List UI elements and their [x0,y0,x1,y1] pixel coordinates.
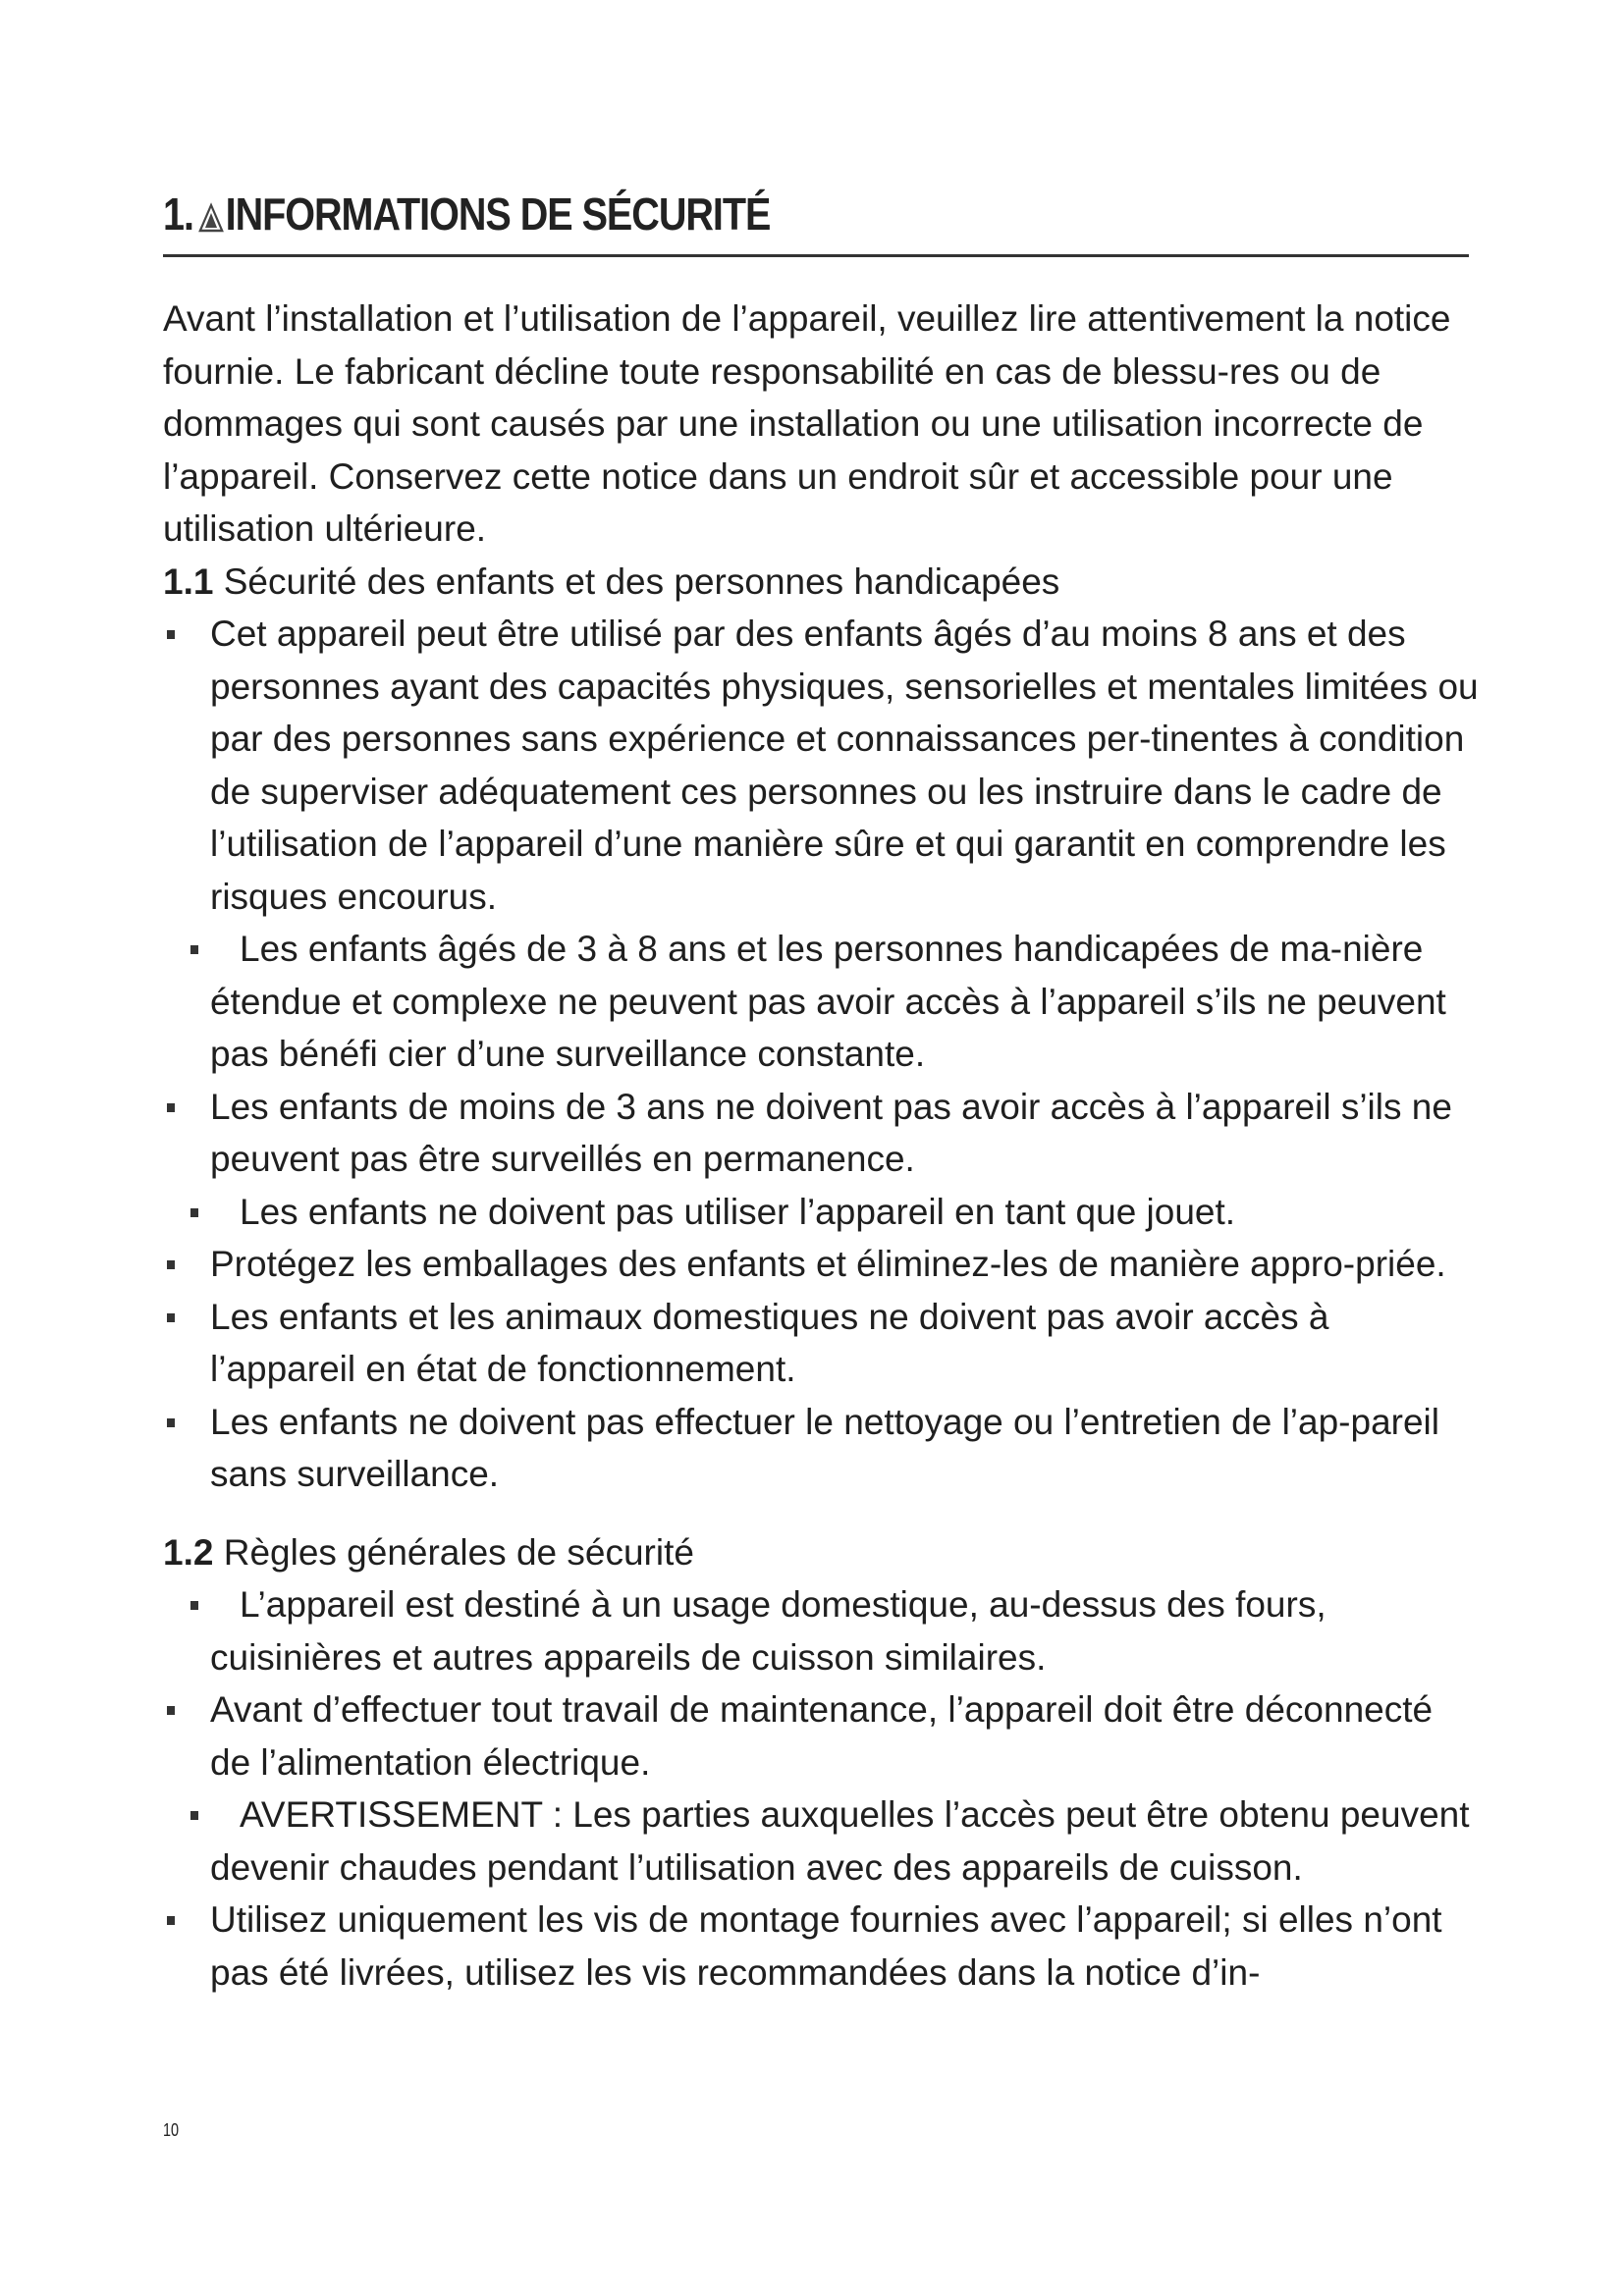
bullet-icon [190,1601,198,1610]
list-item: L’appareil est destiné à un usage domestique, au-dessus des fours, cuisinières et autres appareils de cuisson similaires. [163,1578,1479,1683]
bullet-icon [167,1418,175,1427]
subsection-heading [163,1526,1479,1579]
subsection-number: 1.2 [163,1531,214,1573]
bullet-icon [190,1811,198,1820]
bullet-icon [167,1706,175,1715]
list-item: Les enfants de moins de 3 ans ne doivent pas avoir accès à l’appareil s’ils ne peuvent pas être surveillés en permanence. [163,1081,1479,1186]
subsection-title: Règles générales de sécurité [223,1531,694,1573]
bullet-icon [167,630,175,639]
list-item: Utilisez uniquement les vis de montage fournies avec l’appareil; si elles n’ont pas été livrées, utilisez les vis recommandées dans la notice d’in- [163,1894,1479,1999]
bullet-icon [190,1208,198,1217]
title-divider [163,254,1469,257]
document-body [163,293,1479,1999]
intro-paragraph: Avant l’installation et l’utilisation de l’appareil, veuillez lire attentivement la notice fournie. Le fabricant décline toute responsabilité en cas de blessu-res ou de dommages qui sont causés par une installation ou une utilisation incorrecte de l’appareil. Conservez cette notice dans un endroit sûr et accessible pour une utilisation ultérieure. [163,298,1451,549]
bullet-icon [167,1260,175,1269]
list-item: Avant d’effectuer tout travail de maintenance, l’appareil doit être déconnecté de l’alimentation électrique. [163,1683,1479,1789]
section-number: 1. [163,188,193,240]
page-number: 10 [163,2120,180,2140]
bullet-icon [167,1916,175,1925]
subsection-number: 1.1 [163,561,214,602]
list-item: Les enfants et les animaux domestiques ne doivent pas avoir accès à l’appareil en état de fonctionnement. [163,1291,1479,1396]
warning-triangle-icon [198,188,224,247]
list-item: Cet appareil peut être utilisé par des enfants âgés d’au moins 8 ans et des personnes ayant des capacités physiques, sensorielles et mentales limitées ou par des personnes sans expérience et connaissances per-tinentes à condition de superviser adéquatement ces personnes ou les instruire dans le cadre de l’utilisation de l’appareil d’une manière sûre et qui garantit en comprendre les risques encourus. [163,608,1479,923]
list-item: Les enfants ne doivent pas effectuer le nettoyage ou l’entretien de l’ap-pareil sans surveillance. [163,1396,1479,1501]
page-title [163,185,770,247]
list-item: Les enfants ne doivent pas utiliser l’appareil en tant que jouet. [163,1186,1479,1239]
section-title: INFORMATIONS DE SÉCURITÉ [225,188,771,240]
bullet-icon [167,1313,175,1322]
subsection-heading [163,556,1479,609]
list-item: AVERTISSEMENT : Les parties auxquelles l’accès peut être obtenu peuvent devenir chaudes pendant l’utilisation avec des appareils de cuisson. [163,1789,1479,1894]
list-item: Protégez les emballages des enfants et éliminez-les de manière appro-priée. [163,1238,1479,1291]
bullet-icon [167,1103,175,1112]
bullet-icon [190,945,198,954]
list-item: Les enfants âgés de 3 à 8 ans et les personnes handicapées de ma-nière étendue et complexe ne peuvent pas avoir accès à l’appareil s’ils ne peuvent pas bénéfi cier d’une surveillance constante. [163,923,1479,1081]
subsection-title: Sécurité des enfants et des personnes handicapées [223,561,1060,602]
